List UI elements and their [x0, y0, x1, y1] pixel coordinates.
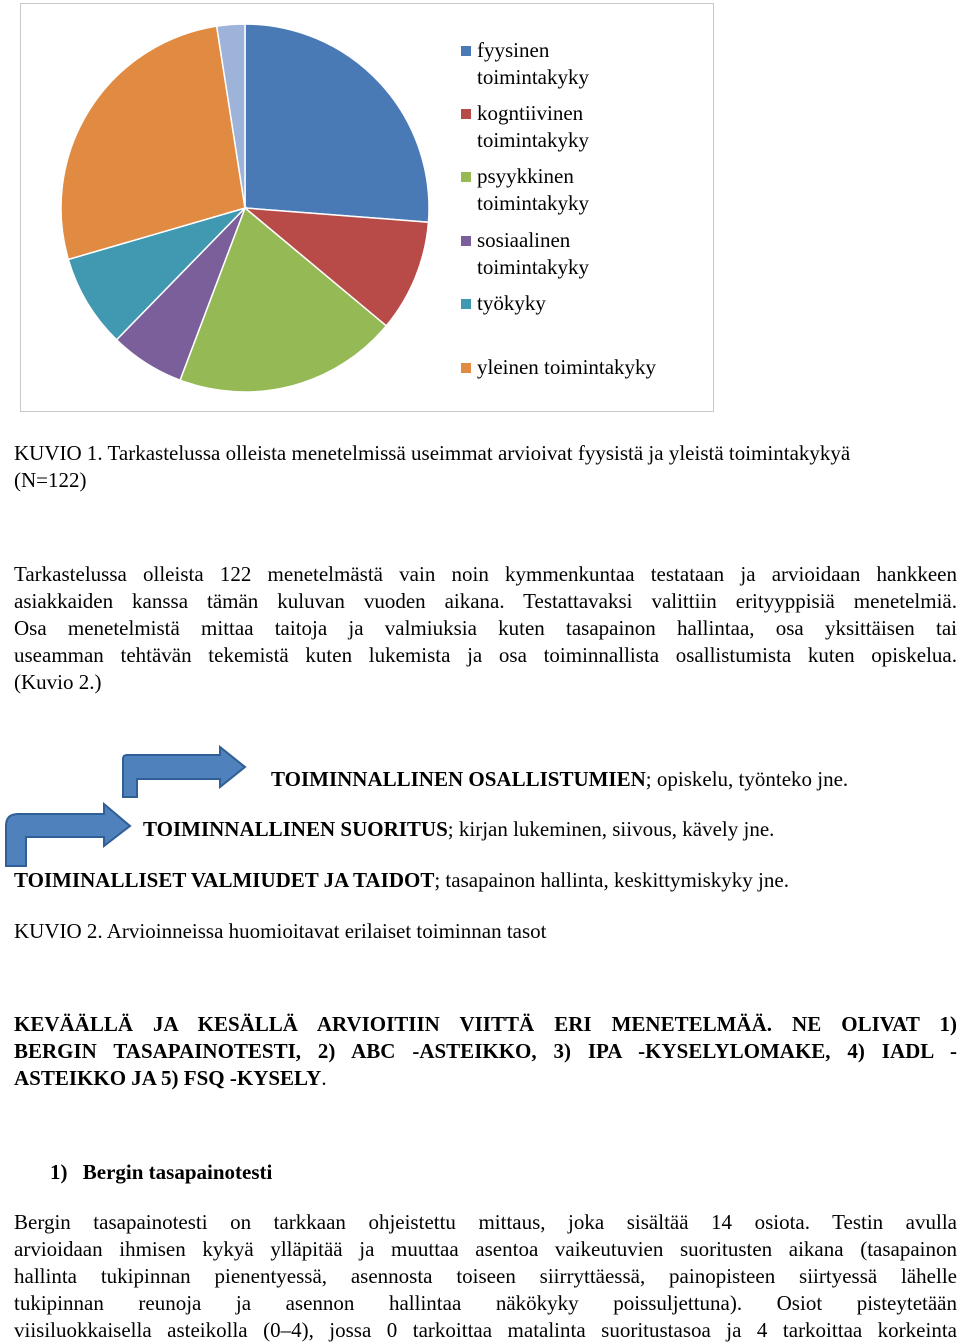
legend-item-tyokyky: työkyky [477, 290, 546, 317]
methods-heading-block: KEVÄÄLLÄ JA KESÄLLÄ ARVIOITIIN VIITTÄ ERI MENETELMÄÄ. NE OLIVAT 1) BERGIN TASAPAINOTESTI, 2) ABC -ASTEIKKO, 3) IPA -KYSELYLOMAKE, 4) IADL - ASTEIKKO JA 5) FSQ -KYSELY. [14, 1012, 957, 1090]
legend-item-kognitiivinen: kogntiivinen toimintakyky [477, 100, 589, 154]
level-performance: TOIMINNALLINEN SUORITUS; kirjan lukeminen, siivous, kävely jne. [143, 817, 775, 841]
legend-swatch [461, 46, 471, 56]
pie-chart-frame [20, 3, 714, 412]
level-participation: TOIMINNALLINEN OSALLISTUMIEN; opiskelu, työnteko jne. [271, 767, 849, 791]
legend-item-psyykkinen: psyykkinen toimintakyky [477, 163, 589, 217]
figure-1-caption: KUVIO 1. Tarkastelussa olleista menetelmissä useimmat arvioivat fyysistä ja yleistä toimintakykyä (N=122) [14, 441, 851, 492]
legend-item-fyysinen: fyysinen toimintakyky [477, 37, 589, 91]
pie-slice-fyysinen [245, 24, 429, 222]
upper-level-arrow [115, 745, 250, 800]
paragraph-methods: Tarkastelussa olleista 122 menetelmästä vain noin kymmenkuntaa testataan ja arvioidaan hankkeen asiakkaiden kanssa tämän kuluvan vuoden aikana. Testattavaksi valittiin erityyppisiä menetelmiä. Osa menetelmistä mittaa taitoja ja valmiuksia kuten tasapainon hallintaa, osa yksittäisen tai useamman tehtävän tekemistä kuten lukemista ja osa toiminnallista osallistumista kuten opiskelua. (Kuvio 2.) [14, 562, 957, 694]
legend-item-yleinen: yleinen toimintakyky [477, 354, 656, 381]
level-capacities: TOIMINALLISET VALMIUDET JA TAIDOT; tasapainon hallinta, keskittymiskyky jne. [14, 868, 789, 892]
legend-swatch [461, 236, 471, 246]
legend-swatch [461, 109, 471, 119]
legend-swatch [461, 363, 471, 373]
paragraph-berg: Bergin tasapainotesti on tarkkaan ohjeistettu mittaus, joka sisältää 14 osiota. Testin avulla arvioidaan ihmisen kykyä ylläpitää ja muuttaa asentoa vaikeutuvien suoritusten aikana (tasapainon hallinta tukipinnan pienentyessä, asennosta toiseen siirryttäessä, painopisteen siirtyessä lähelle tukipinnan reunoja ja asennon hallintaa näkökyky poissuljettuna). Osiot pisteytetään viisiluokkaisella asteikolla (0–4), jossa 0 tarkoittaa matalinta suoritustasoa ja 4 tarkoittaa korkeinta [14, 1210, 957, 1342]
section-heading: 1) Bergin tasapainotesti [50, 1160, 273, 1184]
pie-chart [21, 4, 471, 410]
legend-swatch [461, 299, 471, 309]
figure-2-caption: KUVIO 2. Arvioinneissa huomioitavat erilaiset toiminnan tasot [14, 919, 547, 943]
legend-item-sosiaalinen: sosiaalinen toimintakyky [477, 227, 589, 281]
legend-swatch [461, 172, 471, 182]
lower-level-arrow [0, 800, 135, 868]
